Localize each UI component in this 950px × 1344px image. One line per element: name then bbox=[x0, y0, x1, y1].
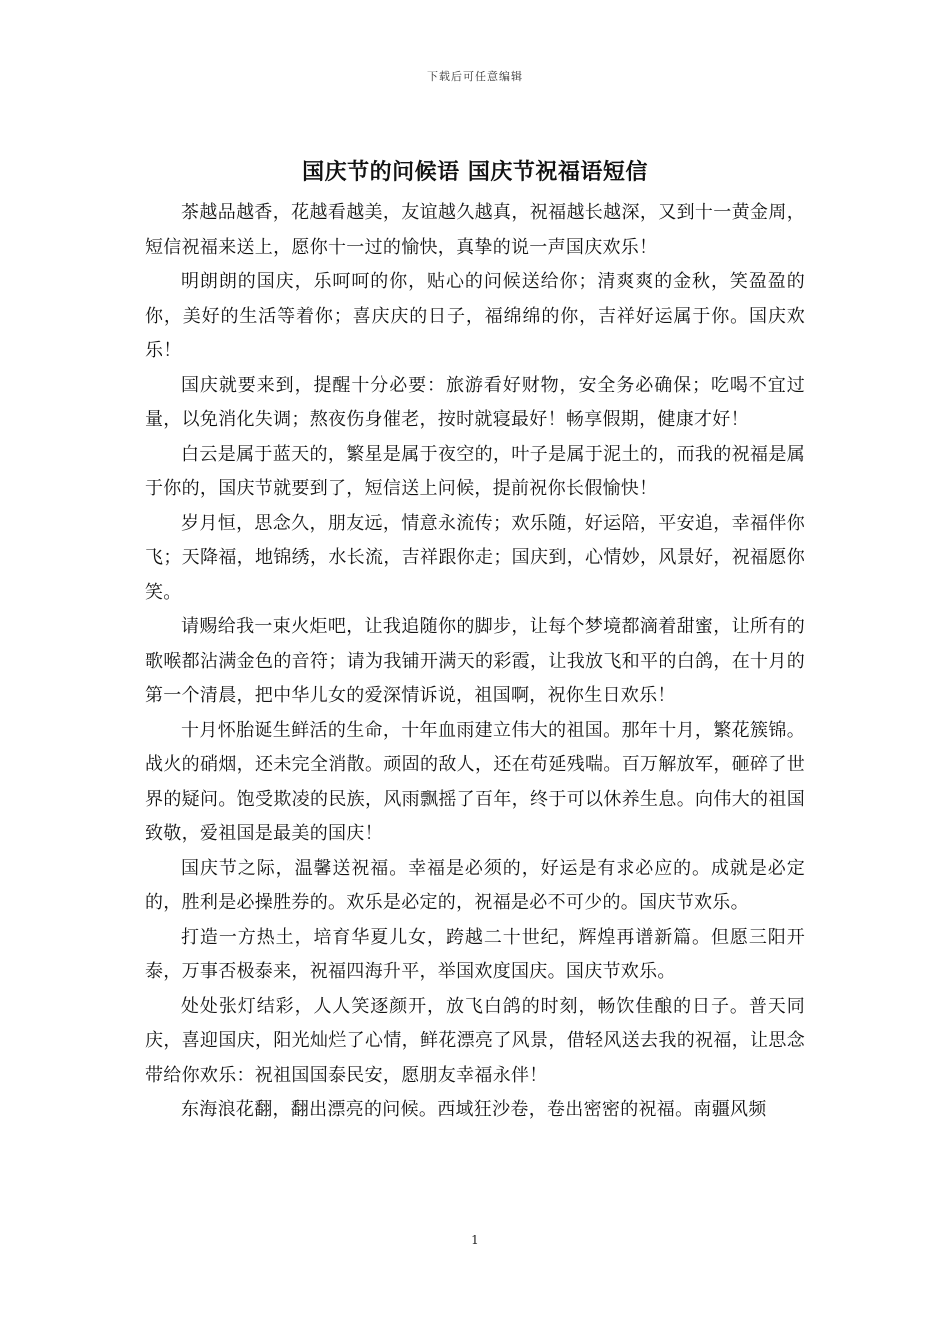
paragraph: 国庆节之际，温馨送祝福。幸福是必须的，好运是有求必应的。成就是必定的，胜利是必操胜券的。欢乐是必定的，祝福是必不可少的。国庆节欢乐。 bbox=[145, 857, 805, 913]
paragraph: 处处张灯结彩，人人笑逐颜开，放飞白鸽的时刻，畅饮佳酿的日子。普天同庆，喜迎国庆，阳光灿烂了心情，鲜花漂亮了风景，借轻风送去我的祝福，让思念带给你欢乐：祝祖国国泰民安，愿朋友幸福永伴！ bbox=[145, 995, 805, 1086]
paragraph: 请赐给我一束火炬吧，让我追随你的脚步，让每个梦境都滴着甜蜜，让所有的歌喉都沾满金色的音符；请为我铺开满天的彩霞，让我放飞和平的白鸽，在十月的第一个清晨，把中华儿女的爱深情诉说，祖国啊，祝你生日欢乐！ bbox=[145, 616, 805, 706]
paragraph: 打造一方热土，培育华夏儿女，跨越二十世纪，辉煌再谱新篇。但愿三阳开泰，万事否极泰来，祝福四海升平，举国欢度国庆。国庆节欢乐。 bbox=[145, 926, 805, 982]
paragraph: 岁月恒，思念久，朋友远，情意永流传；欢乐随，好运陪，平安追，幸福伴你飞；天降福，地锦绣，水长流，吉祥跟你走；国庆到，心情妙，风景好，祝福愿你笑。 bbox=[145, 512, 805, 603]
paragraph: 十月怀胎诞生鲜活的生命，十年血雨建立伟大的祖国。那年十月，繁花簇锦。战火的硝烟，还未完全消散。顽固的敌人，还在苟延残喘。百万解放军，砸碎了世界的疑问。饱受欺凌的民族，风雨飘摇了百年，终于可以休养生息。向伟大的祖国致敬，爱祖国是最美的国庆！ bbox=[145, 719, 805, 844]
header-note: 下载后可任意编辑 bbox=[427, 70, 523, 83]
paragraph: 茶越品越香，花越看越美，友谊越久越真，祝福越长越深，又到十一黄金周，短信祝福来送上，愿你十一过的愉快，真挚的说一声国庆欢乐！ bbox=[145, 202, 805, 258]
paragraph: 国庆就要来到，提醒十分必要：旅游看好财物，安全务必确保；吃喝不宜过量，以免消化失调；熬夜伤身催老，按时就寝最好！畅享假期，健康才好！ bbox=[145, 374, 805, 430]
paragraph: 明朗朗的国庆，乐呵呵的你，贴心的问候送给你；清爽爽的金秋，笑盈盈的你，美好的生活等着你；喜庆庆的日子，福绵绵的你，吉祥好运属于你。国庆欢乐！ bbox=[145, 271, 805, 361]
paragraph: 白云是属于蓝天的，繁星是属于夜空的，叶子是属于泥土的，而我的祝福是属于你的，国庆节就要到了，短信送上问候，提前祝你长假愉快！ bbox=[145, 443, 805, 499]
document-title: 国庆节的问候语 国庆节祝福语短信 bbox=[302, 160, 648, 185]
page-number: 1 bbox=[471, 1233, 479, 1247]
paragraph: 东海浪花翻，翻出漂亮的问候。西域狂沙卷，卷出密密的祝福。南疆风频 bbox=[181, 1099, 767, 1120]
document-body bbox=[145, 196, 805, 1128]
